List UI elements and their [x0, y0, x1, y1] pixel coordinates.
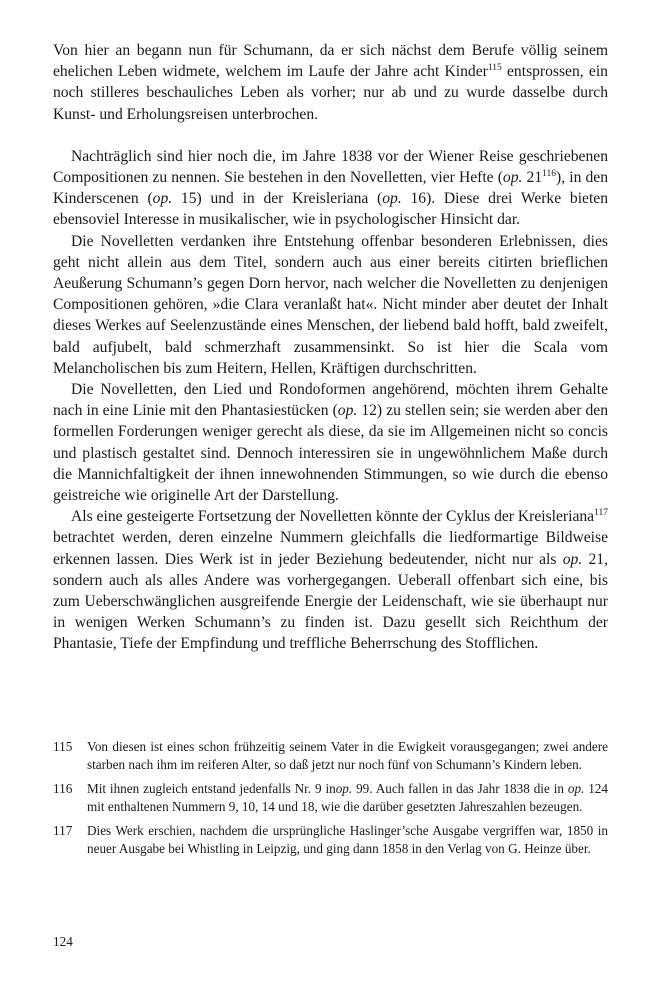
paragraph-5: Als eine gesteigerte Fortsetzung der Novelletten könnte der Cyklus der Kreisleriana$^{117}$ betrachtet werden, deren einzelne Nummern gleichfalls die liedformartige Bildweise erkennen lassen. Dies Werk ist in jeder Beziehung bedeutender, nicht nur als op. 21, sondern auch als alles Andere was vorhergegangen. Ueberall offenbart sich eine, bis zum Ueberschwänglichen ausgreifende Energie der Leidenschaft, wie sie überhaupt nur in wenigen Werken Schumann’s zu finden ist. Dazu gesellt sich Reichthum der Phantasie, Tiefe der Empfindung und treffliche Beherrschung des Stofflichen. [53, 508, 608, 653]
footnote-number: 117 [53, 823, 73, 838]
italic-text: op. [382, 190, 402, 208]
italic-text: op. [502, 169, 523, 187]
italic-text: op. [337, 402, 358, 420]
footnote-text: Mit ihnen zugleich entstand jedenfalls Nr. 9 inop. 99. Auch fallen in das Jahr 1838 die in op. 124 mit enthaltenen Nummern 9, 10, 14 und 18, wie die darüber gesetzten Jahreszahlen bezeugen. [87, 781, 608, 814]
footnote-117 [53, 822, 608, 858]
footnote-116 [53, 780, 608, 816]
footnote-reference: 115 [487, 63, 502, 74]
italic-text: op. [567, 781, 585, 796]
italic-text: op. [335, 781, 353, 796]
italic-text: op. [562, 550, 583, 568]
page-number: 124 [53, 934, 73, 949]
paragraph-4: Die Novelletten, den Lied und Rondoformen angehörend, möchten ihrem Gehalte nach in eine Linie mit den Phantasiestücken (op. 12) zu stellen sein; sie werden aber den formellen Forderungen weniger gerecht als diese, da sie im Allgemeinen nicht so concis und plastisch gestaltet sind. Dennoch interessiren sie in ungewöhnlichem Maße durch die Mannichfaltigkeit der ihnen innewohnenden Stimmungen, so wie durch die ebenso geistreiche wie originelle Art der Darstellung. [53, 381, 608, 505]
footnote-text: Dies Werk erschien, nachdem die ursprüngliche Haslinger’sche Ausgabe vergriffen war, 1850 in neuer Ausgabe bei Whistling in Leipzig, und ging dann 1858 in den Verlag von G. Heinze über. [87, 823, 608, 856]
footnote-number: 115 [53, 739, 73, 754]
footnote-number: 116 [53, 781, 73, 796]
italic-text: op. [152, 190, 173, 208]
footnotes [53, 738, 608, 864]
footnote-reference: 117 [594, 508, 608, 519]
body-text [53, 40, 608, 655]
footnote-reference: 116 [542, 169, 557, 180]
paragraph-1: Von hier an begann nun für Schumann, da er sich nächst dem Berufe völlig seinem ehelichen Leben widmete, welchem im Laufe der Jahre acht Kinder$^{115}$ entsprossen, ein noch stilleres beschauliches Leben als vorher; nur ab und zu wurde dasselbe durch Kunst- und Erholungsreisen unterbrochen. [53, 42, 608, 123]
paragraph-2: Nachträglich sind hier noch die, im Jahre 1838 vor der Wiener Reise geschriebenen Compositionen zu nennen. Sie bestehen in den Novelletten, vier Hefte (op. $21^{116}$), in den Kinderscenen (op. 15) und in der Kreisleriana (op. 16). Diese drei Werke bieten ebensoviel Interesse in musikalischer, wie in psychologischer Hinsicht dar. [53, 147, 608, 229]
footnote-text: Von diesen ist eines schon frühzeitig seinem Vater in die Ewigkeit vorausgegangen; zwei andere starben nach ihm im reiferen Alter, so daß jetzt nur noch fünf von Schumann’s Kindern leben. [87, 739, 608, 772]
paragraph-3: Die Novelletten verdanken ihre Entstehung offenbar besonderen Erlebnissen, dies geht nicht allein aus dem Titel, sondern auch aus einer bereits citirten brieflichen Aeußerung Schumann’s gegen Dorn hervor, nach welcher die Novelletten zu denjenigen Compositionen gehören, »die Clara veranlaßt hat«. Nicht minder aber deutet der Inhalt dieses Werkes auf Seelenzustände eines Menschen, der liebend bald hofft, bald zweifelt, bald aufjubelt, bald schmerzhaft zusammensinkt. So ist hier die Scala vom Melancholischen bis zum Heitern, Hellen, Kräftigen durchschritten. [53, 232, 608, 377]
footnote-115 [53, 738, 608, 774]
